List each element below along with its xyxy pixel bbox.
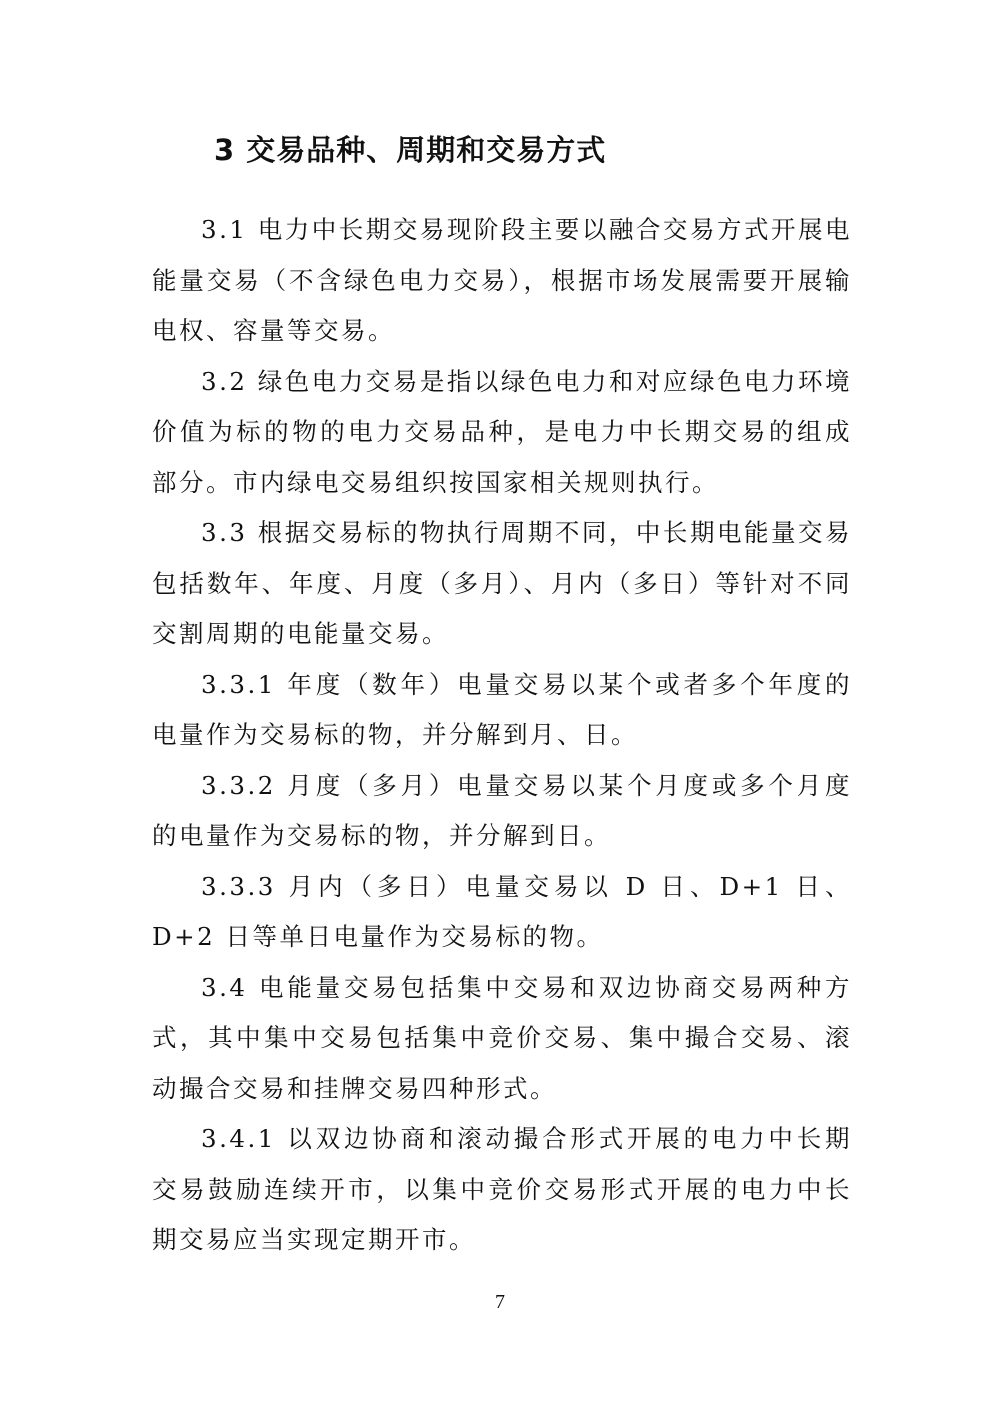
paragraph-3-3-1: 3.3.1 年度（数年）电量交易以某个或者多个年度的电量作为交易标的物，并分解到月、日。 bbox=[152, 669, 852, 749]
paragraph-3-3: 3.3 根据交易标的物执行周期不同，中长期电能量交易包括数年、年度、月度（多月）、月内（多日）等针对不同交割周期的电能量交易。 bbox=[152, 518, 852, 648]
section-heading: 3 交易品种、周期和交易方式 bbox=[214, 133, 607, 167]
paragraph-3-1: 3.1 电力中长期交易现阶段主要以融合交易方式开展电能量交易（不含绿色电力交易），根据市场发展需要开展输电权、容量等交易。 bbox=[152, 215, 852, 345]
page-number: 7 bbox=[495, 1291, 505, 1313]
paragraph-3-4-1: 3.4.1 以双边协商和滚动撮合形式开展的电力中长期交易鼓励连续开市，以集中竞价交易形式开展的电力中长期交易应当实现定期开市。 bbox=[152, 1124, 852, 1254]
paragraph-3-2: 3.2 绿色电力交易是指以绿色电力和对应绿色电力环境价值为标的物的电力交易品种，是电力中长期交易的组成部分。市内绿电交易组织按国家相关规则执行。 bbox=[152, 366, 852, 497]
section-body bbox=[152, 205, 852, 1266]
paragraph-3-3-3: 3.3.3 月内（多日）电量交易以 D 日、D+1 日、D+2 日等单日电量作为交易标的物。 bbox=[152, 871, 852, 951]
paragraph-3-4: 3.4 电能量交易包括集中交易和双边协商交易两种方式，其中集中交易包括集中竞价交易、集中撮合交易、滚动撮合交易和挂牌交易四种形式。 bbox=[152, 972, 852, 1103]
paragraph-3-3-2: 3.3.2 月度（多月）电量交易以某个月度或多个月度的电量作为交易标的物，并分解到日。 bbox=[152, 770, 852, 850]
